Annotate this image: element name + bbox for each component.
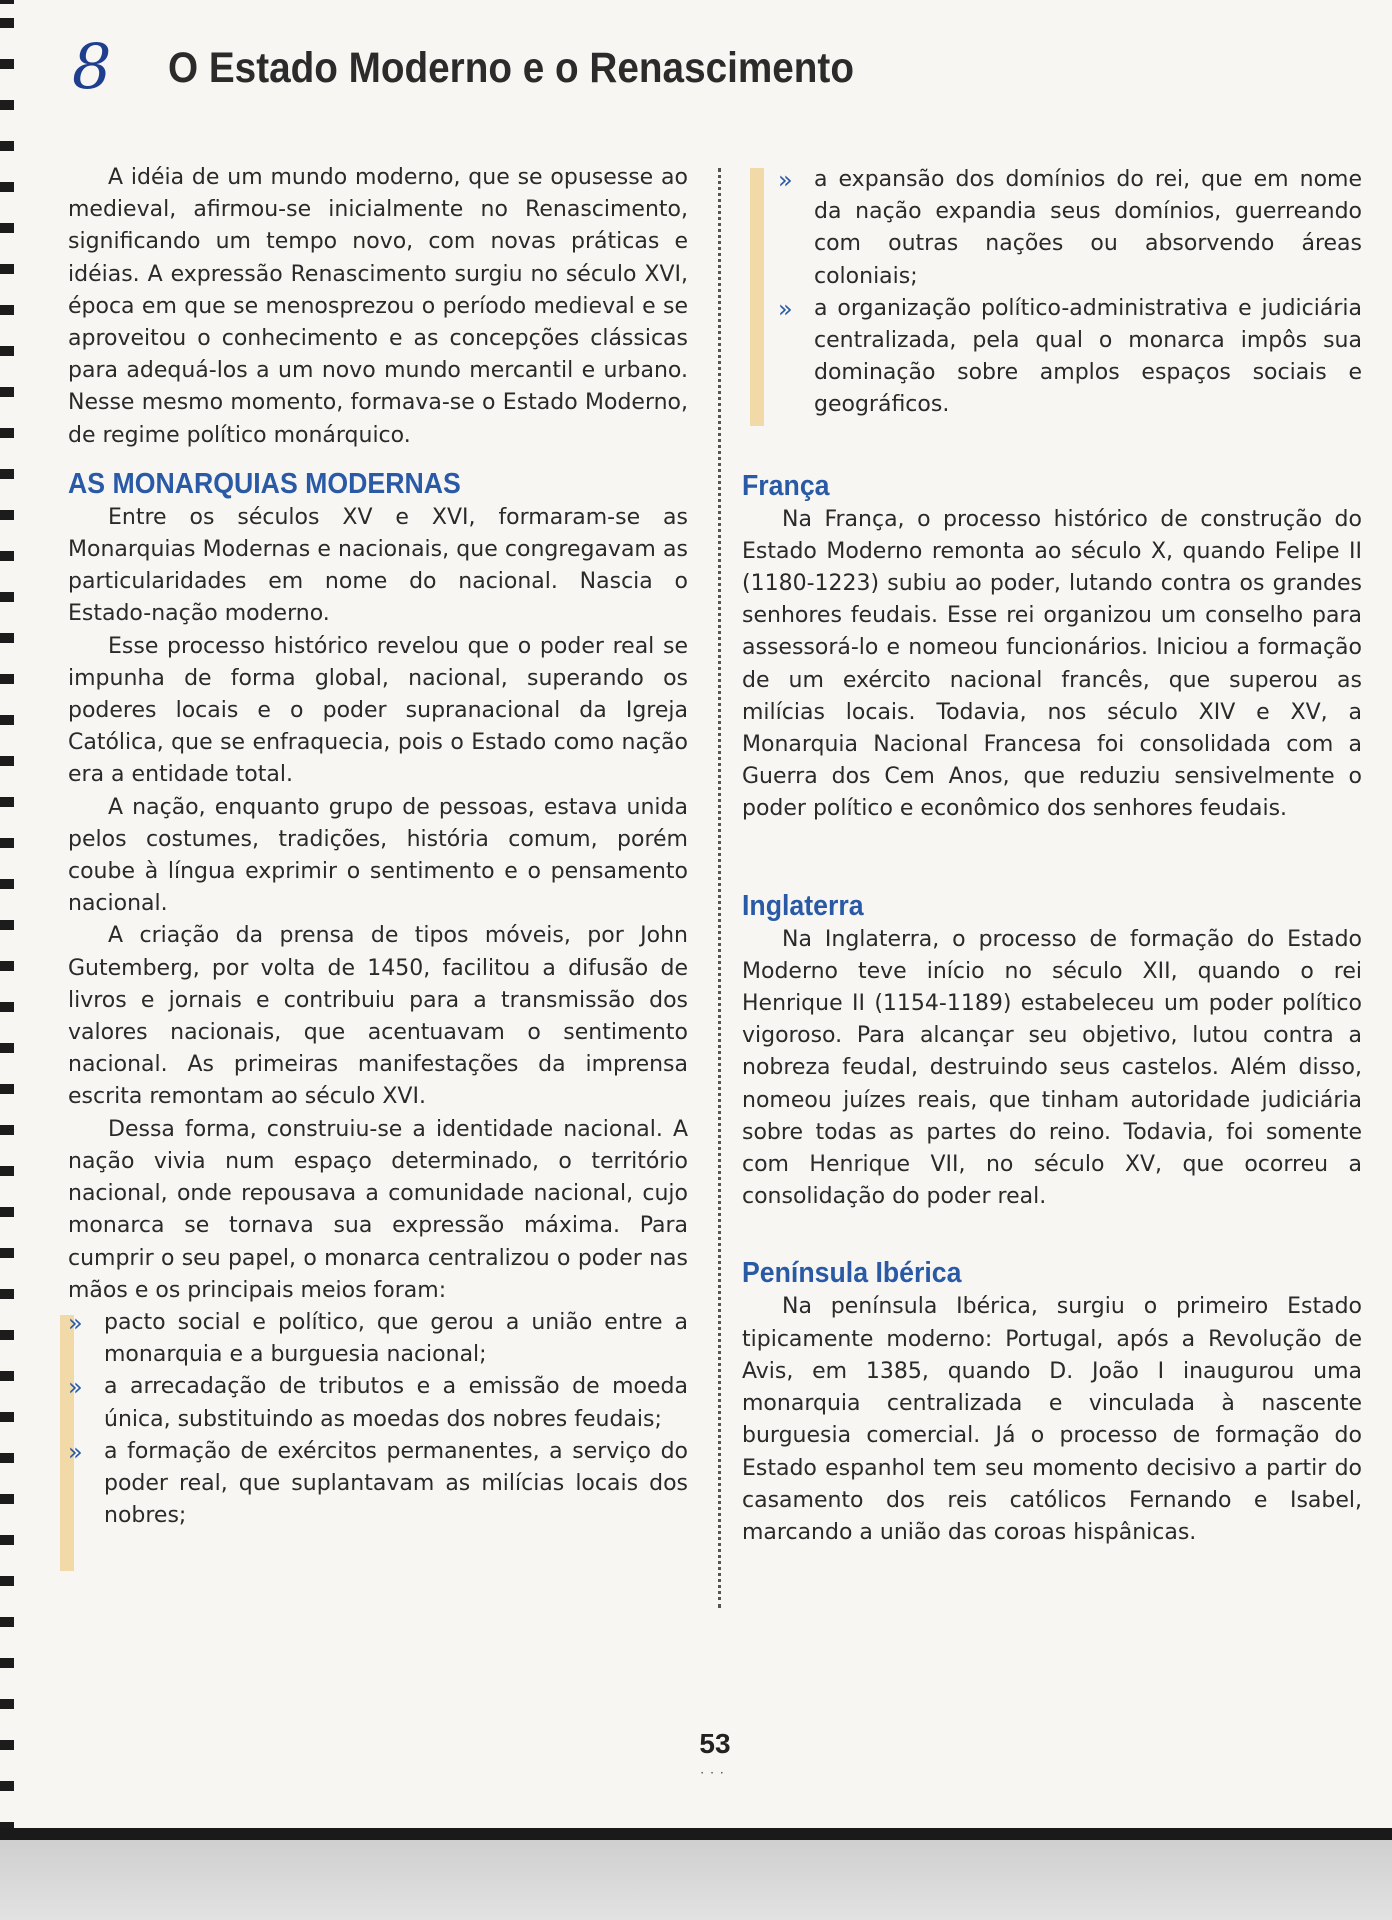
section-text-inglaterra: Na Inglaterra, o processo de formação do Estado Moderno teve início no século XII, quando o rei Henrique II (1154-1189) estabeleceu um poder político vigoroso. Para alcançar seu objetivo, lutou contra a nobreza feudal, destruindo seus castelos. Além disso, nomeou juízes reais, que tinham autoridade judiciária sobre todas as partes do reino. Todavia, foi somente com Henrique VII, no século XV, que ocorreu a consolidação do poder real. <box>742 926 1362 1210</box>
paragraph: A criação da prensa de tipos móveis, por John Gutemberg, por volta de 1450, facilitou a difusão de livros e jornais e contribuiu para a transmissão dos valores nacionais, que acentuavam o sentimento nacional. As primeiras manifestações da imprensa escrita remontam ao século XVI. <box>68 923 688 1110</box>
bullet-marker: » <box>68 1308 83 1337</box>
section-heading-peninsula-iberica: Península Ibérica <box>742 1257 962 1290</box>
chapter-title: O Estado Moderno e o Renascimento <box>168 44 854 92</box>
list-item <box>68 1436 688 1533</box>
right-column <box>742 164 1362 1549</box>
left-column <box>68 162 688 1532</box>
list-item-text: a arrecadação de tributos e a emissão de moeda única, substituindo as moedas dos nobres feudais; <box>104 1374 688 1432</box>
intro-paragraph: A idéia de um mundo moderno, que se opusesse ao medieval, afirmou-se inicialmente no Renascimento, significando um tempo novo, com novas práticas e idéias. A expressão Renascimento surgiu no século XVI, época em que se menosprezou o período medieval e se aproveitou o conhecimento e as concepções clássicas para adequá-los a um novo mundo mercantil e urbano. Nesse mesmo momento, formava-se o Estado Moderno, de regime político monárquico. <box>68 165 688 448</box>
bullet-list-left <box>68 1307 688 1532</box>
list-item-text: a formação de exércitos permanentes, a serviço do poder real, que suplantavam as milícias locais dos nobres; <box>104 1438 688 1529</box>
spiral-binding <box>0 0 14 1828</box>
section-text-franca: Na França, o processo histórico de construção do Estado Moderno remonta ao século X, quando Felipe II (1180-1223) subiu ao poder, lutando contra os grandes senhores feudais. Esse rei organizou um conselho para assessorá-lo e nomeou funcionários. Iniciou a formação de um exército nacional francês, que superou as milícias locais. Todavia, nos século XIV e XV, a Monarquia Nacional Francesa foi consolidada com a Guerra dos Cem Anos, que reduziu sensivelmente o poder político e econômico dos senhores feudais. <box>742 506 1362 822</box>
list-item-text: a organização político-administrativa e judiciária centralizada, pela qual o monarca impôs sua dominação sobre amplos espaços sociais e geográficos. <box>814 295 1362 418</box>
page-number: 53 <box>699 1728 731 1759</box>
section-text-peninsula-iberica: Na península Ibérica, surgiu o primeiro Estado tipicamente moderno: Portugal, após a Revolução de Avis, em 1385, quando D. João I inaugurou uma monarquia centralizada e vinculada à nascente burguesia comercial. Já o processo de formação do Estado espanhol tem seu momento decisivo a partir do casamento dos reis católicos Fernando e Isabel, marcando a união das coroas hispânicas. <box>742 1294 1362 1545</box>
paragraph: Esse processo histórico revelou que o poder real se impunha de forma global, nacional, superando os poderes locais e o poder supranacional da Igreja Católica, que se enfraquecia, pois o Estado como nação era a entidade total. <box>68 633 688 788</box>
paragraph: Dessa forma, construiu-se a identidade nacional. A nação vivia num espaço determinado, o território nacional, onde repousava a comunidade nacional, cujo monarca se tornava sua expressão máxima. Para cumprir o seu papel, o monarca centralizou o poder nas mãos e os principais meios foram: <box>68 1116 688 1303</box>
paragraph: A nação, enquanto grupo de pessoas, estava unida pelos costumes, tradições, história comum, porém coube à língua exprimir o sentimento e o pensamento nacional. <box>68 794 688 917</box>
list-item <box>68 1307 688 1371</box>
bullet-marker: » <box>68 1373 83 1402</box>
column-divider <box>718 168 721 1608</box>
section-heading-franca: França <box>742 469 830 502</box>
list-item-text: a expansão dos domínios do rei, que em nome da nação expandia seus domínios, guerreando com outras nações ou absorvendo áreas coloniais; <box>814 167 1362 289</box>
scan-bottom-edge <box>0 1828 1392 1920</box>
section-heading-monarquias: AS MONARQUIAS MODERNAS <box>68 467 461 500</box>
list-item <box>742 293 1362 422</box>
page-number-dots: ··· <box>700 1766 730 1780</box>
section-heading-inglaterra: Inglaterra <box>742 889 864 922</box>
chapter-number: 8 <box>72 30 112 103</box>
list-item-text: pacto social e político, que gerou a união entre a monarquia e a burguesia nacional; <box>104 1309 688 1368</box>
bullet-marker: » <box>778 166 793 194</box>
paragraph: Entre os séculos XV e XVI, formaram-se as Monarquias Modernas e nacionais, que congregavam as particularidades em nome do nacional. Nascia o Estado-nação moderno. <box>68 504 688 627</box>
bullet-list-right <box>742 164 1362 422</box>
bullet-marker: » <box>778 294 793 323</box>
bullet-marker: » <box>68 1437 83 1466</box>
list-item <box>742 164 1362 293</box>
list-item <box>68 1371 688 1435</box>
